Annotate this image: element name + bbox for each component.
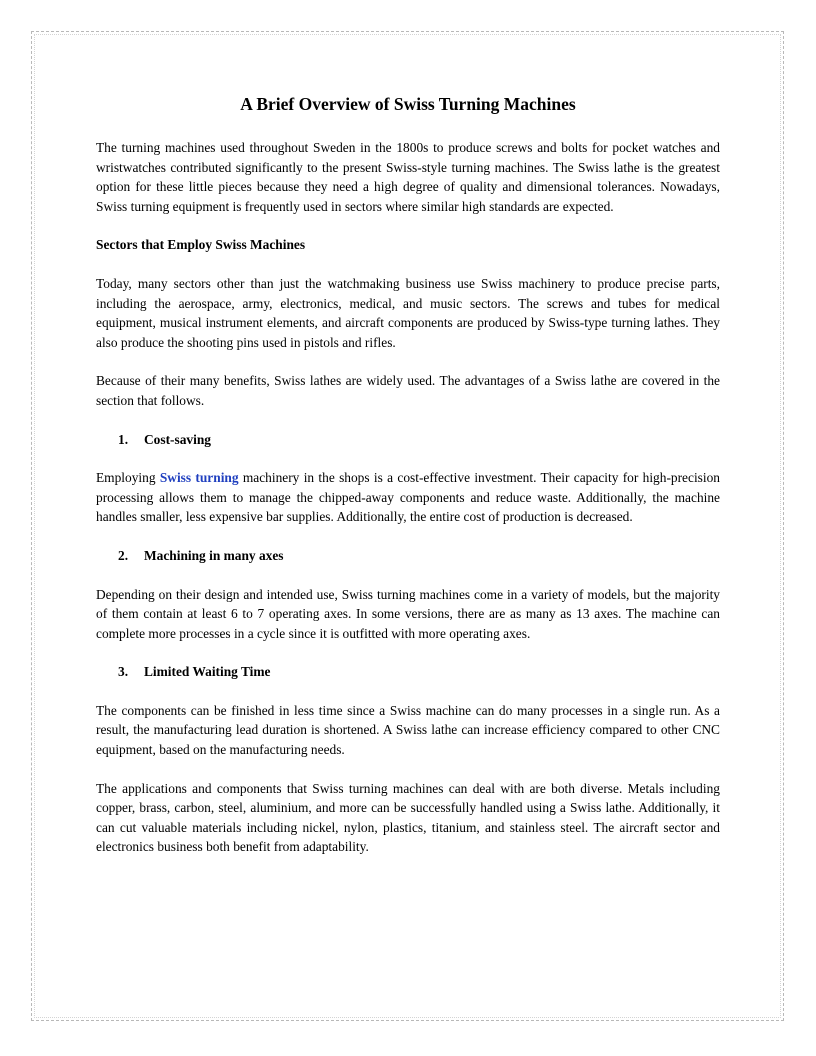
swiss-turning-link[interactable]: Swiss turning: [159, 470, 239, 486]
section-heading-machining-axes: [96, 546, 720, 566]
cost-saving-paragraph: [96, 468, 720, 527]
section-heading-waiting-time: [96, 662, 720, 682]
benefits-paragraph: Because of their many benefits, Swiss lathes are widely used. The advantages of a Swiss lathe are covered in the section that follows.: [96, 373, 720, 408]
document-title: A Brief Overview of Swiss Turning Machines: [240, 94, 576, 114]
section-title: Machining in many axes: [144, 547, 284, 563]
paragraph-text: machinery in the shops is a cost-effective investment. Their capacity for high-precision processing allows them to manage the chipped-away components and reduce waste. Additionally, the machine handles smaller, less expensive bar supplies. Additionally, the entire cost of production is decreased.: [96, 470, 720, 525]
sectors-paragraph: Today, many sectors other than just the watchmaking business use Swiss machinery to produce precise parts, including the aerospace, army, electronics, medical, and music sectors. The screws and tubes for medical equipment, musical instrument elements, and aircraft components are produced by Swiss-type turning lathes. They also produce the shooting pins used in pistols and rifles.: [96, 275, 720, 350]
intro-paragraph: The turning machines used throughout Sweden in the 1800s to produce screws and bolts for pocket watches and wristwatches contributed significantly to the present Swiss-style turning machines. The Swiss lathe is the greatest option for these little pieces because they need a high degree of quality and dimensional tolerances. Nowadays, Swiss turning equipment is frequently used in sectors where similar high standards are expected.: [96, 140, 720, 214]
section-number: 3.: [118, 664, 129, 680]
section-number: 2.: [118, 547, 129, 563]
section-title: Limited Waiting Time: [144, 664, 271, 680]
sectors-heading: Sectors that Employ Swiss Machines: [96, 237, 306, 253]
section-number: 1.: [118, 431, 129, 447]
section-heading-cost-saving: [96, 430, 720, 450]
closing-paragraph: The applications and components that Swiss turning machines can deal with are both diverse. Metals including copper, brass, carbon, steel, aluminium, and more can be successfully handled using a Swiss lathe. Additionally, it can cut valuable materials including nickel, nylon, plastics, titanium, and stainless steel. The aircraft sector and electronics business both benefit from adaptability.: [96, 780, 720, 855]
waiting-time-paragraph: The components can be finished in less time since a Swiss machine can do many processes in a single run. As a result, the manufacturing lead duration is shortened. A Swiss lathe can increase efficiency compared to other CNC equipment, based on the manufacturing needs.: [96, 702, 720, 758]
machining-axes-paragraph: Depending on their design and intended use, Swiss turning machines come in a variety of models, but the majority of them contain at least 6 to 7 operating axes. In some versions, there are as many as 13 axes. The machine can complete more processes in a cycle since it is outfitted with more operating axes.: [96, 586, 720, 641]
section-title: Cost-saving: [144, 431, 211, 447]
document-body: [96, 93, 720, 876]
paragraph-text: Employing: [96, 470, 160, 486]
